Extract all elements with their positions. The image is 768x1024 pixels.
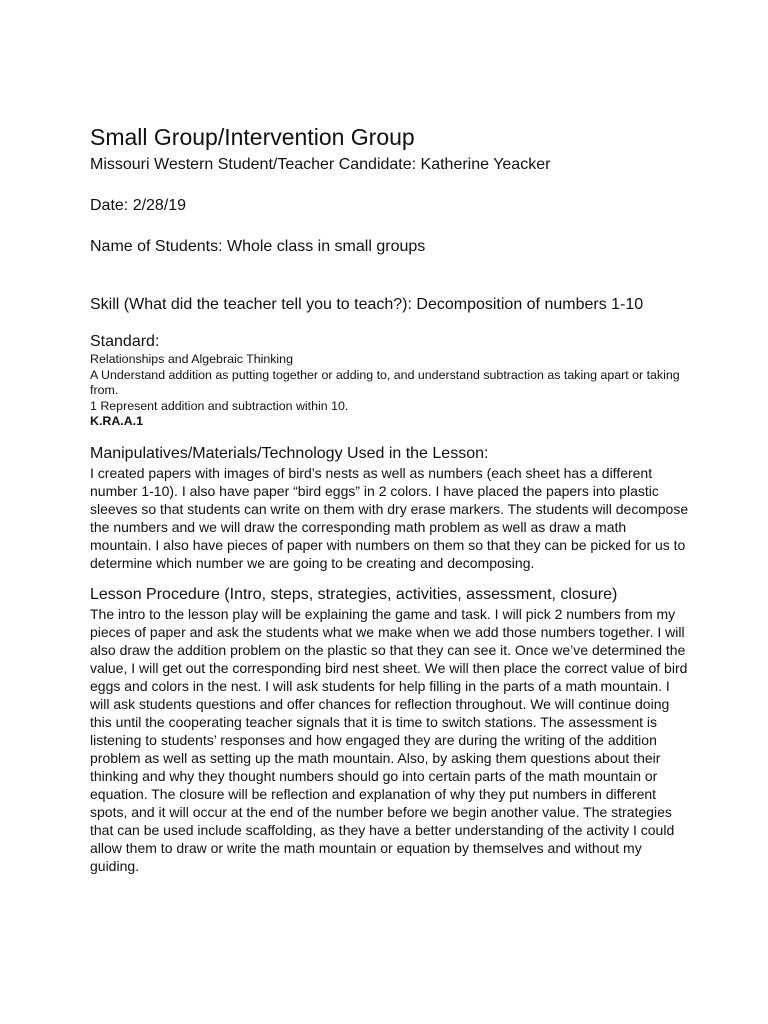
standard-heading: Standard:	[90, 333, 160, 350]
students-line: Name of Students: Whole class in small groups	[90, 238, 426, 255]
standard-cluster: A Understand addition as putting together or adding to, and understand subtraction as taking apart or taking from.	[90, 367, 680, 398]
skill-line: Skill (What did the teacher tell you to teach?): Decomposition of numbers 1-10	[90, 296, 644, 313]
document-title: Small Group/Intervention Group	[90, 124, 415, 150]
standard-code: K.RA.A.1	[90, 414, 144, 429]
standard-domain: Relationships and Algebraic Thinking	[90, 352, 293, 366]
date-line: Date: 2/28/19	[90, 197, 187, 214]
procedure-heading: Lesson Procedure (Intro, steps, strategies, activities, assessment, closure)	[90, 585, 618, 603]
materials-body: I created papers with images of bird’s nests as well as numbers (each sheet has a different number 1-10). I also have paper “bird eggs” in 2 colors. I have placed the papers into plastic sleeves so that students can write on them with dry erase markers. The students will decompose the numbers and we will draw the corresponding math problem as well as draw a math mountain. I also have pieces of paper with numbers on them so that they can be picked for us to determine which number we are going to be creating and decomposing.	[90, 464, 689, 571]
document-page	[90, 124, 690, 875]
procedure-body: The intro to the lesson play will be explaining the game and task. I will pick 2 numbers from my pieces of paper and ask the students what we make when we add those numbers together. I will also draw the addition problem on the plastic so that they can see it. Once we’ve determined the value, I will get out the corresponding bird nest sheet. We will then place the correct value of bird eggs and colors in the nest. I will ask students for help filling in the parts of a math mountain. I will ask students questions and offer chances for reflection throughout. We will continue doing this until the cooperating teacher signals that it is time to switch stations. The assessment is listening to students’ responses and how engaged they are during the writing of the addition problem as well as setting up the math mountain. Also, by asking them questions about their thinking and why they thought numbers should go into certain parts of the math mountain or equation. The closure will be reflection and explanation of why they put numbers in different spots, and it will occur at the end of the number before we begin another value. The strategies that can be used include scaffolding, as they have a better understanding of the activity I could allow them to draw or write the math mountain or equation by themselves and without my guiding.	[90, 605, 688, 874]
materials-heading: Manipulatives/Materials/Technology Used in the Lesson:	[90, 444, 489, 462]
standard-item: 1 Represent addition and subtraction within 10.	[90, 398, 349, 413]
candidate-line: Missouri Western Student/Teacher Candidate: Katherine Yeacker	[90, 156, 551, 173]
